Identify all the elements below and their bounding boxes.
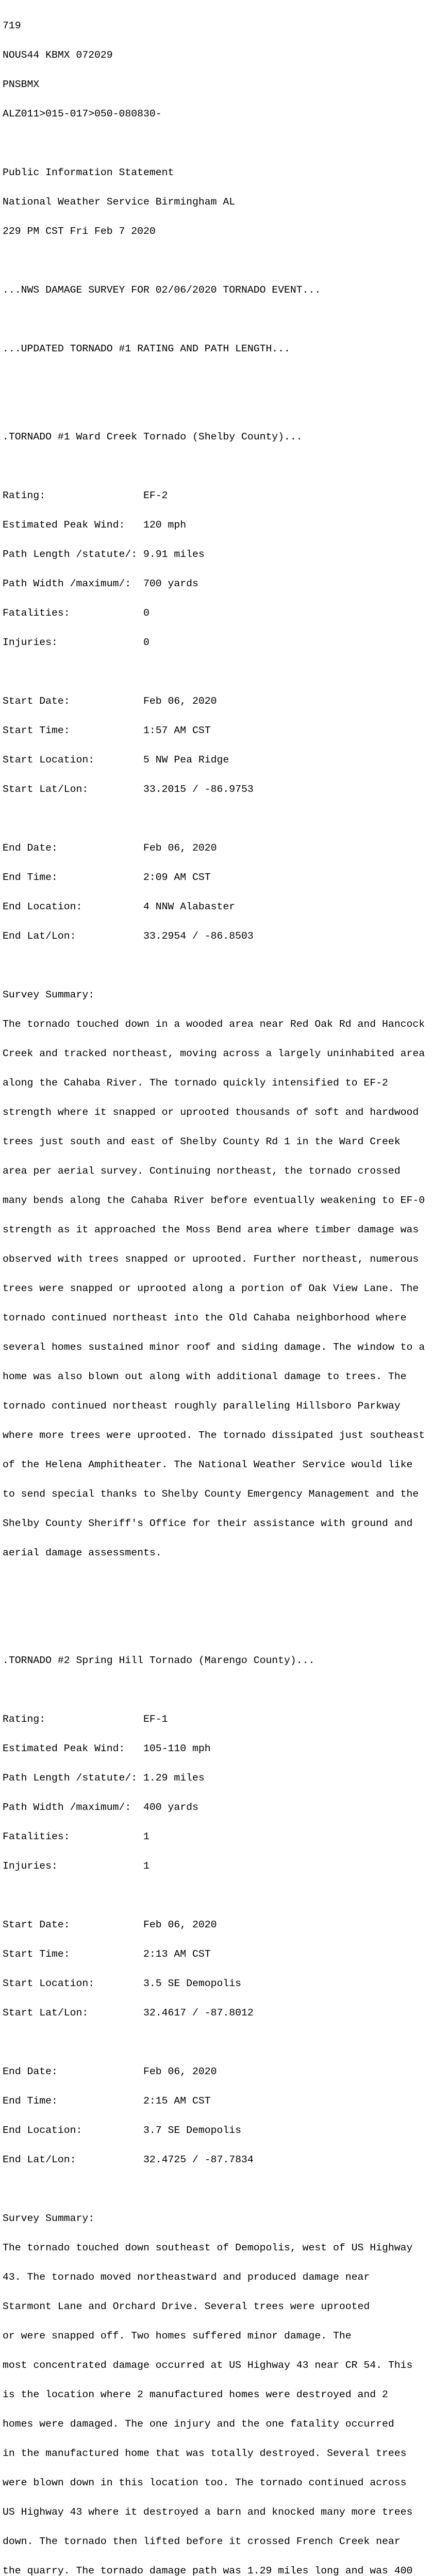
summary-line: or were snapped off. Two homes suffered minor damage. The: [3, 2330, 352, 2342]
summary-line: is the location where 2 manufactured homes were destroyed and 2: [3, 2389, 388, 2400]
tornado-heading: .TORNADO #2 Spring Hill Tornado (Marengo County)...: [3, 1655, 315, 1666]
tornado-section-1: [3, 413, 432, 1578]
summary-line: down. The tornado then lifted before it crossed French Creek near: [3, 2536, 401, 2547]
statement-document: [3, 2, 432, 2576]
start-date: Start Date: Feb 06, 2020: [3, 1919, 217, 1930]
stat-rating: Rating: EF-1: [3, 1714, 168, 1725]
summary-line: The tornado touched down southeast of Demopolis, west of US Highway: [3, 2242, 413, 2253]
summary-line: where more trees were uprooted. The tornado dissipated just southeast: [3, 1430, 425, 1441]
tornado-heading: .TORNADO #1 Ward Creek Tornado (Shelby County)...: [3, 431, 303, 443]
spacer: [3, 256, 432, 266]
end-date: End Date: Feb 06, 2020: [3, 2066, 217, 2077]
statement-type: Public Information Statement: [3, 167, 174, 178]
product-code: 719: [3, 20, 21, 31]
spacer: [3, 961, 432, 971]
summary-line: Creek and tracked northeast, moving across a largely uninhabited area: [3, 1048, 425, 1059]
issuing-office: National Weather Service Birmingham AL: [3, 196, 236, 208]
start-date: Start Date: Feb 06, 2020: [3, 696, 217, 707]
stat-injuries: Injuries: 0: [3, 637, 149, 648]
spacer: [3, 374, 432, 383]
end-date: End Date: Feb 06, 2020: [3, 842, 217, 854]
stat-fatalities: Fatalities: 0: [3, 607, 149, 619]
end-lat-lon: End Lat/Lon: 32.4725 / -87.7834: [3, 2154, 254, 2165]
summary-line: strength where it snapped or uprooted thousands of soft and hardwood: [3, 1107, 419, 1118]
start-time: Start Time: 2:13 AM CST: [3, 1948, 211, 1960]
summary-line: 43. The tornado moved northeastward and produced damage near: [3, 2272, 370, 2283]
summary-line: area per aerial survey. Continuing northeast, the tornado crossed: [3, 1165, 401, 1177]
survey-summary-label: Survey Summary:: [3, 989, 95, 1001]
wmo-header: NOUS44 KBMX 072029: [3, 49, 113, 61]
start-time: Start Time: 1:57 AM CST: [3, 725, 211, 736]
spacer: [3, 1891, 432, 1901]
summary-line: of the Helena Amphitheater. The National Weather Service would like: [3, 1459, 413, 1470]
headline: ...NWS DAMAGE SURVEY FOR 02/06/2020 TORNADO EVENT...: [3, 284, 321, 296]
summary-line: trees just south and east of Shelby County Rd 1 in the Ward Creek: [3, 1136, 401, 1147]
end-lat-lon: End Lat/Lon: 33.2954 / -86.8503: [3, 930, 254, 942]
stat-fatalities: Fatalities: 1: [3, 1831, 149, 1842]
summary-line: in the manufactured home that was totally destroyed. Several trees: [3, 2448, 407, 2459]
stat-rating: Rating: EF-2: [3, 490, 168, 501]
summary-line: many bends along the Cahaba River before eventually weakening to EF-0: [3, 1195, 425, 1206]
end-time: End Time: 2:15 AM CST: [3, 2095, 211, 2107]
headline: ...UPDATED TORNADO #1 RATING AND PATH LENGTH...: [3, 343, 290, 354]
summary-line: Shelby County Sheriff's Office for their assistance with ground and: [3, 1518, 413, 1529]
spacer: [3, 462, 432, 471]
summary-line: tornado continued northeast into the Old Cahaba neighborhood where: [3, 1312, 407, 1324]
spacer: [3, 139, 432, 148]
summary-line: US Highway 43 where it destroyed a barn and knocked many more trees: [3, 2506, 413, 2518]
summary-line: most concentrated damage occurred at US Highway 43 near CR 54. This: [3, 2360, 413, 2371]
spacer: [3, 1597, 432, 1607]
summary-line: were blown down in this location too. The tornado continued across: [3, 2477, 407, 2488]
awips-id: PNSBMX: [3, 79, 40, 90]
summary-line: along the Cahaba River. The tornado quickly intensified to EF-2: [3, 1077, 388, 1089]
ugc-line: ALZ011>015-017>050-080830-: [3, 108, 162, 120]
stat-path-width: Path Width /maximum/: 400 yards: [3, 1802, 198, 1813]
start-location: Start Location: 5 NW Pea Ridge: [3, 754, 229, 766]
stat-peak-wind: Estimated Peak Wind: 105-110 mph: [3, 1743, 211, 1754]
end-location: End Location: 4 NNW Alabaster: [3, 901, 236, 912]
spacer: [3, 2184, 432, 2194]
start-location: Start Location: 3.5 SE Demopolis: [3, 1978, 241, 1989]
spacer: [3, 1685, 432, 1695]
summary-line: The tornado touched down in a wooded area near Red Oak Rd and Hancock: [3, 1019, 425, 1030]
survey-summary-label: Survey Summary:: [3, 2213, 95, 2224]
start-lat-lon: Start Lat/Lon: 32.4617 / -87.8012: [3, 2007, 254, 2019]
stat-path-length: Path Length /statute/: 9.91 miles: [3, 549, 205, 560]
spacer: [3, 667, 432, 677]
summary-line: trees were snapped or uprooted along a portion of Oak View Lane. The: [3, 1283, 419, 1294]
summary-line: strength as it approached the Moss Bend area where timber damage was: [3, 1224, 419, 1235]
stat-path-width: Path Width /maximum/: 700 yards: [3, 578, 198, 589]
tornado-section-2: [3, 1636, 432, 2576]
summary-line: aerial damage assessments.: [3, 1547, 162, 1558]
start-lat-lon: Start Lat/Lon: 33.2015 / -86.9753: [3, 784, 254, 795]
summary-line: Starmont Lane and Orchard Drive. Several trees were uprooted: [3, 2301, 370, 2312]
end-time: End Time: 2:09 AM CST: [3, 872, 211, 883]
spacer: [3, 2038, 432, 2047]
spacer: [3, 315, 432, 325]
stat-path-length: Path Length /statute/: 1.29 miles: [3, 1772, 205, 1784]
end-location: End Location: 3.7 SE Demopolis: [3, 2125, 241, 2136]
summary-line: to send special thanks to Shelby County Emergency Management and the: [3, 1488, 419, 1500]
summary-line: the quarry. The tornado damage path was 1.29 miles long and was 400: [3, 2565, 413, 2576]
summary-line: observed with trees snapped or uprooted. Further northeast, numerous: [3, 1253, 419, 1265]
summary-line: home was also blown out along with additional damage to trees. The: [3, 1371, 407, 1382]
issue-time: 229 PM CST Fri Feb 7 2020: [3, 226, 156, 237]
summary-line: several homes sustained minor roof and siding damage. The window to a: [3, 1342, 425, 1353]
spacer: [3, 814, 432, 824]
summary-line: homes were damaged. The one injury and the one fatality occurred: [3, 2418, 394, 2430]
summary-line: tornado continued northeast roughly paralleling Hillsboro Parkway: [3, 1400, 401, 1412]
stat-peak-wind: Estimated Peak Wind: 120 mph: [3, 519, 187, 531]
stat-injuries: Injuries: 1: [3, 1860, 149, 1872]
